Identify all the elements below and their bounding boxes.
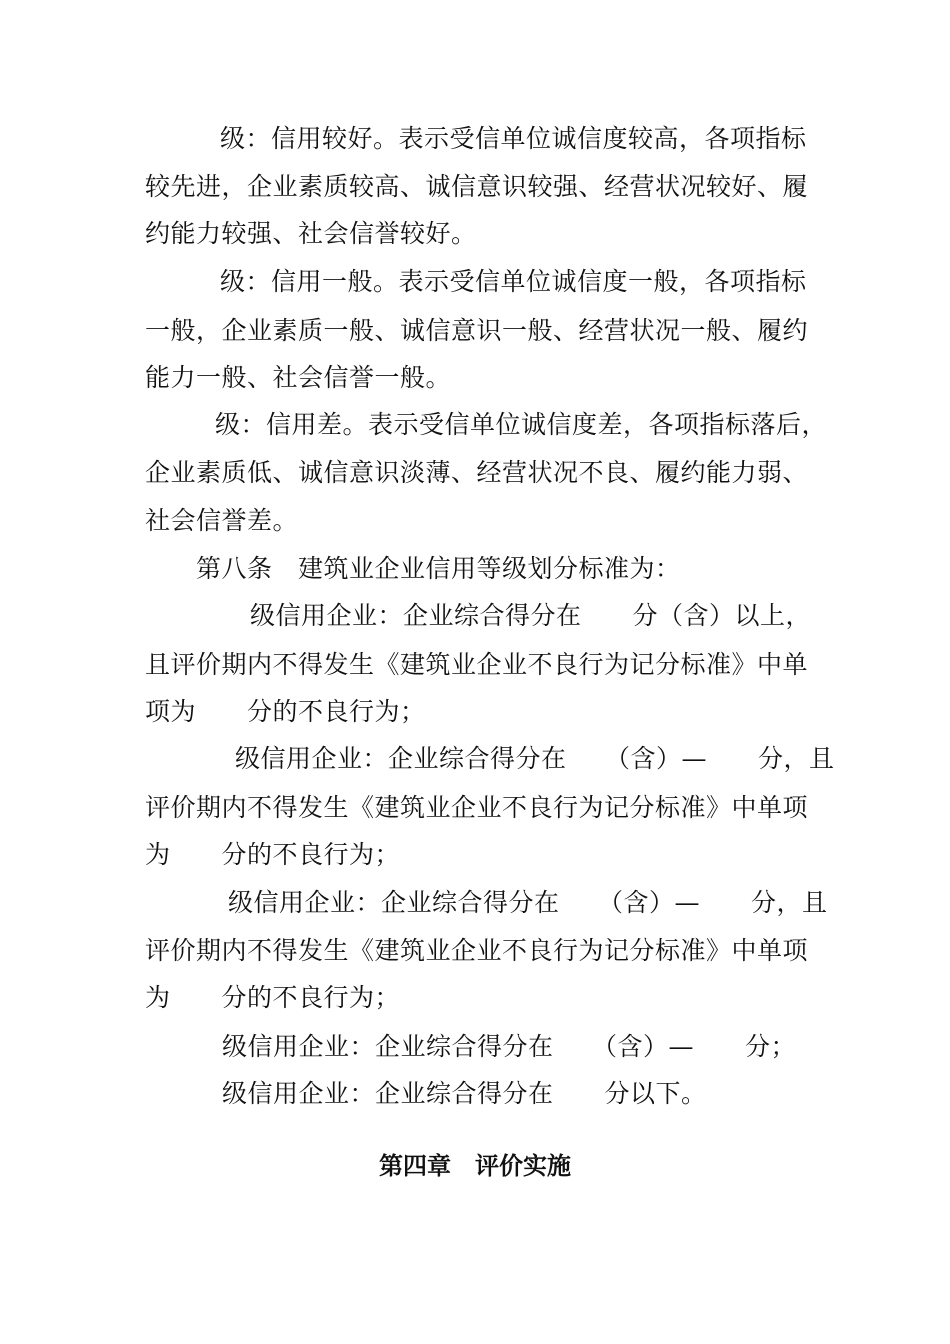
grade-2-line-3: 为 分的不良行为；: [145, 840, 401, 869]
para-c-line-3: 社会信誉差。: [145, 506, 299, 535]
grade-3-line-2: 评价期内不得发生《建筑业企业不良行为记分标准》中单项: [145, 936, 809, 965]
grade-3-line-3: 为 分的不良行为；: [145, 983, 401, 1012]
chapter-heading: 第四章 评价实施: [379, 1152, 571, 1180]
grade-2-line-2: 评价期内不得发生《建筑业企业不良行为记分标准》中单项: [145, 793, 809, 822]
para-b-line-2: 一般，企业素质一般、诚信意识一般、经营状况一般、履约: [145, 316, 809, 345]
para-b-line-1: 级：信用一般。表示受信单位诚信度一般，各项指标: [220, 267, 807, 296]
para-b-line-3: 能力一般、社会信誉一般。: [145, 363, 452, 392]
grade-5-line: 级信用企业：企业综合得分在 分以下。: [222, 1079, 707, 1108]
para-a-line-2: 较先进，企业素质较高、诚信意识较强、经营状况较好、履: [145, 172, 809, 201]
grade-1-line-1: 级信用企业：企业综合得分在 分（含）以上，: [250, 601, 812, 630]
grade-4-line: 级信用企业：企业综合得分在 （含）— 分；: [222, 1032, 797, 1061]
grade-2-line-1: 级信用企业：企业综合得分在 （含）— 分，且: [235, 744, 835, 773]
para-c-line-2: 企业素质低、诚信意识淡薄、经营状况不良、履约能力弱、: [145, 458, 809, 487]
grade-1-line-3: 项为 分的不良行为；: [145, 697, 426, 726]
grade-1-line-2: 且评价期内不得发生《建筑业企业不良行为记分标准》中单: [145, 650, 809, 679]
grade-3-line-1: 级信用企业：企业综合得分在 （含）— 分，且: [228, 888, 828, 917]
para-a-line-3: 约能力较强、社会信誉较好。: [145, 219, 477, 248]
para-c-line-1: 级：信用差。表示受信单位诚信度差，各项指标落后，: [215, 410, 828, 439]
para-a-line-1: 级：信用较好。表示受信单位诚信度较高，各项指标: [220, 124, 807, 153]
article-8-title: 第八条 建筑业企业信用等级划分标准为：: [196, 554, 681, 583]
